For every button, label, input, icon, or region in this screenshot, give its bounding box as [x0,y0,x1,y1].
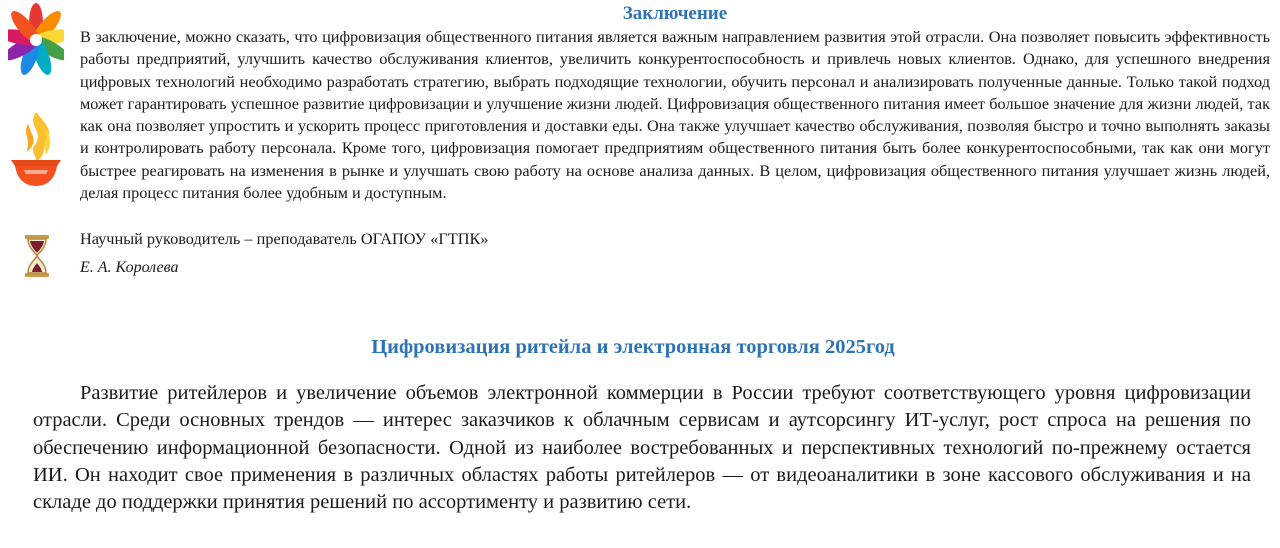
author-name: Е. А. Королева [80,259,179,276]
section-title-conclusion: Заключение [622,3,728,24]
retail-paragraph: Развитие ритейлеров и увеличение объемов электронной коммерции в России требуют соответствующего уровня цифровизации отрасли. Среди основных трендов — интерес заказчиков к облачным сервисам и аутсорсингу ИТ-услуг, рост спроса на решения по обеспечению информационной безопасности. Одной из наиболее востребованных и перспективных технологий по-прежнему остается ИИ. Он находит свое применения в различных областях работы ритейлеров — от видеоаналитики в зоне кассового обслуживания и на складе до поддержки принятия решений по ассортименту и развитию сети. [33,382,1251,514]
conclusion-paragraph: В заключение, можно сказать, что цифровизация общественного питания является важным направлением развития этой отрасли. Она позволяет повысить эффективность работы предприятий, улучшить качество обслуживания клиентов, увеличить конкурентоспособность и привлечь новых клиентов. Однако, для успешного внедрения цифровых технологий необходимо разработать стратегию, выбрать подходящие технологии, обучить персонал и анализировать полученные данные. Только такой подход может гарантировать успешное развитие цифровизации и улучшение жизни людей. Цифровизация общественного питания имеет большое значение для жизни людей, так как она позволяет упростить и ускорить процесс приготовления и доставки еды. Она также улучшает качество обслуживания, позволяя быстро и точно выполнять заказы и контролировать работу персонала. Кроме того, цифровизация помогает предприятиям общественного питания быть более конкурентоспособными, так как они могут быстрее реагировать на изменения в рынке и улучшать свою работу на основе анализа данных. В целом, цифровизация общественного питания улучшает жизнь людей, делая процесс питания более удобным и доступным. [80,27,1270,203]
section-title-retail: Цифровизация ритейла и электронная торговля 2025год [371,336,895,358]
hourglass-icon [24,234,50,278]
flaming-bowl-icon [8,108,64,190]
supervisor-line: Научный руководитель – преподаватель ОГАПОУ «ГТПК» [80,229,489,248]
